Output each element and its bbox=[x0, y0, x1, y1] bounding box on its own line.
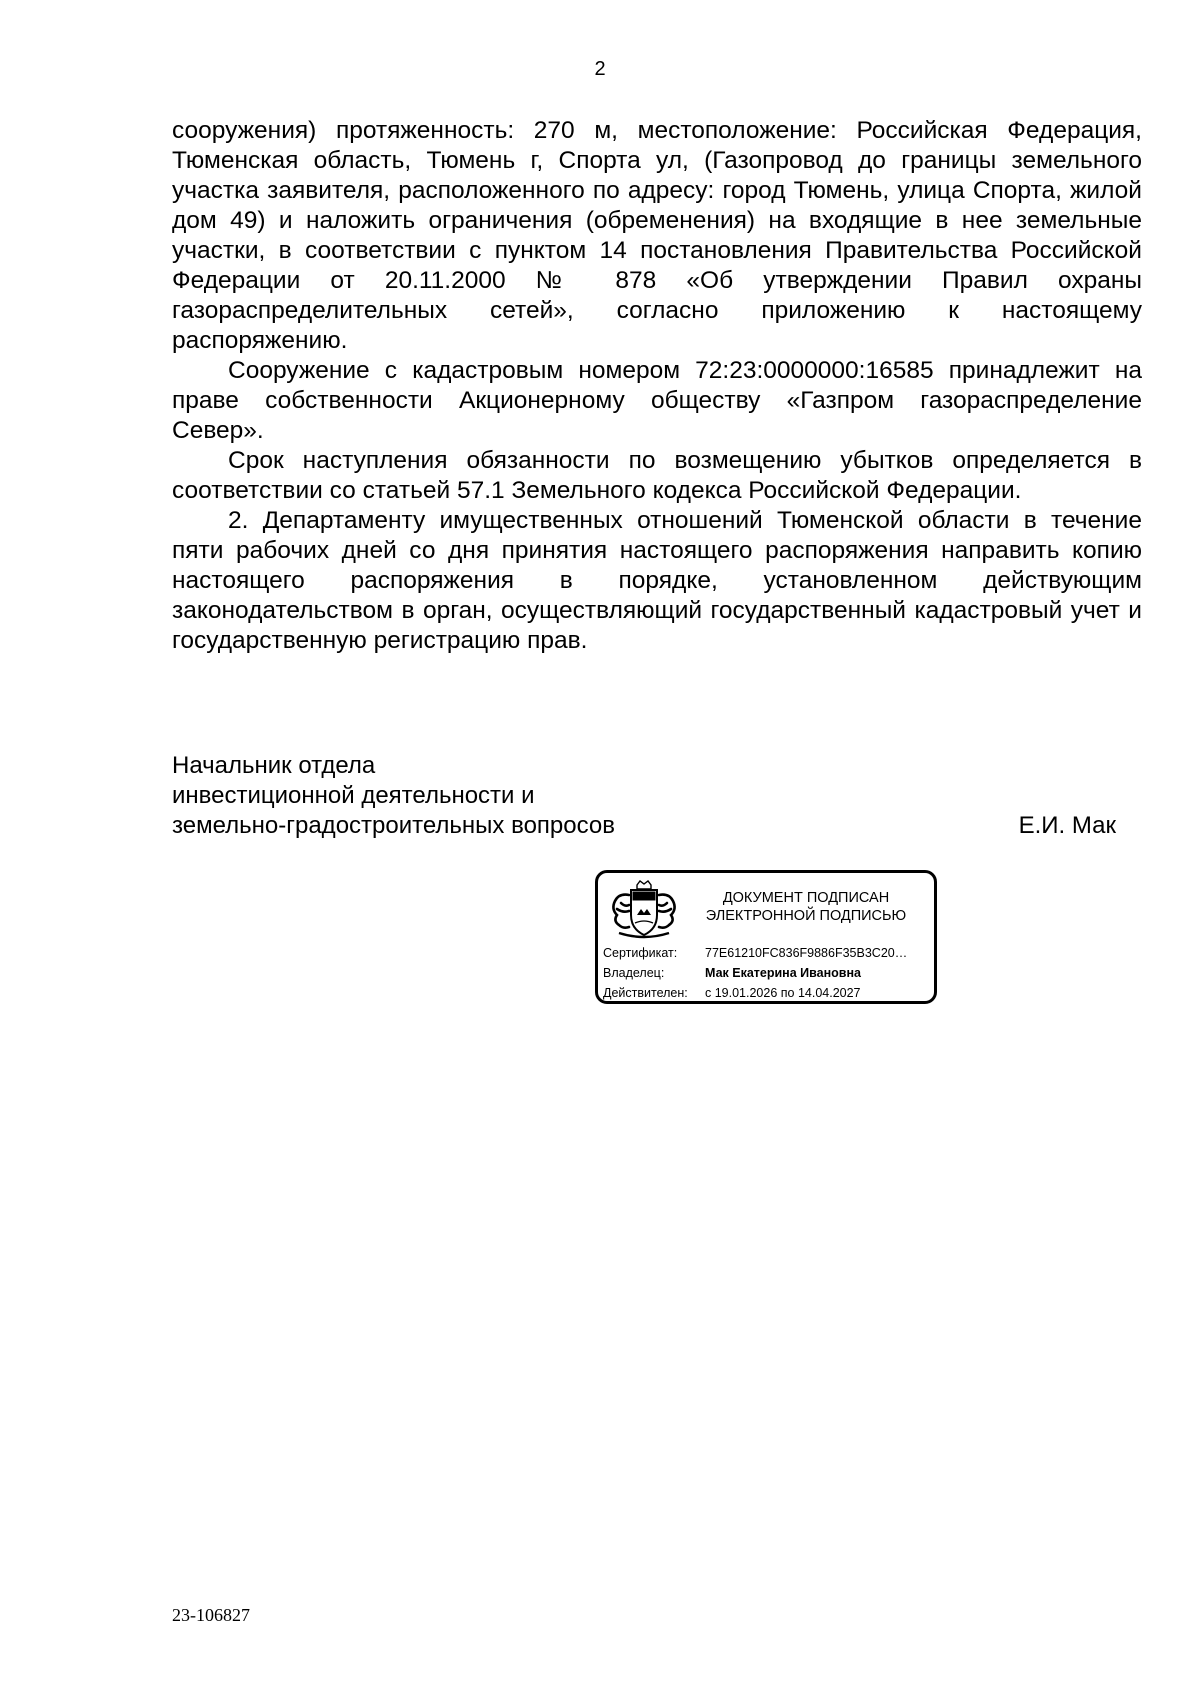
signatory-line-1: Начальник отдела bbox=[172, 752, 376, 779]
tyumen-coat-of-arms-icon bbox=[605, 879, 683, 941]
stamp-row-owner bbox=[603, 963, 937, 983]
owner-value: Мак Екатерина Ивановна bbox=[705, 966, 861, 980]
document-code: 23-106827 bbox=[172, 1605, 250, 1625]
electronic-signature-stamp bbox=[595, 870, 937, 1004]
paragraph-item-2: 2. Департаменту имущественных отношений Тюменской области в течение пяти рабочих дней со дня принятия настоящего распоряжения направить копию настоящего распоряжения в порядке, установленном действующим законодательством в орган, осуществляющий государственный кадастровый учет и государственную регистрацию прав. bbox=[172, 507, 1142, 654]
stamp-title-line-1: ДОКУМЕНТ ПОДПИСАН bbox=[722, 890, 890, 906]
paragraph-continuation: сооружения) протяженность: 270 м, местоположение: Российская Федерация, Тюменская область, Тюмень г, Спорта ул, (Газопровод до границы земельного участка заявителя, расположенного по адресу: город Тюмень, улица Спорта, жилой дом 49) и наложить ограничения (обременения) на входящие в нее земельные участки, в соответствии с пунктом 14 постановления Правительства Российской Федерации от 20.11.2000 № 878 «Об утверждении Правил охраны газораспределительных сетей», согласно приложению к настоящему распоряжению. bbox=[172, 117, 1142, 354]
signatory-line-3: земельно-градостроительных вопросов bbox=[172, 812, 615, 839]
validity-label: Действителен: bbox=[603, 986, 688, 1000]
document-body bbox=[172, 116, 1142, 656]
paragraph-cadastral-owner: Сооружение с кадастровым номером 72:23:0000000:16585 принадлежит на праве собственности Акционерному обществу «Газпром газораспределение Север». bbox=[172, 357, 1142, 444]
paragraph-damages-term: Срок наступления обязанности по возмещению убытков определяется в соответствии со статьей 57.1 Земельного кодекса Российской Федерации. bbox=[172, 447, 1142, 504]
signatory-position bbox=[172, 751, 732, 841]
owner-label: Владелец: bbox=[603, 966, 665, 980]
certificate-label: Сертификат: bbox=[603, 946, 678, 960]
page-number: 2 bbox=[594, 58, 606, 80]
validity-value: с 19.01.2026 по 14.04.2027 bbox=[705, 986, 861, 1000]
stamp-row-validity bbox=[603, 983, 937, 1003]
signatory-line-2: инвестиционной деятельности и bbox=[172, 782, 535, 809]
stamp-row-certificate bbox=[603, 943, 937, 963]
signer-name: Е.И. Мак bbox=[1018, 812, 1116, 839]
certificate-value: 77E61210FC836F9886F35B3C20… bbox=[705, 946, 908, 960]
stamp-details bbox=[603, 943, 937, 1003]
stamp-title bbox=[684, 889, 928, 925]
stamp-title-line-2: ЭЛЕКТРОННОЙ ПОДПИСЬЮ bbox=[705, 908, 907, 924]
